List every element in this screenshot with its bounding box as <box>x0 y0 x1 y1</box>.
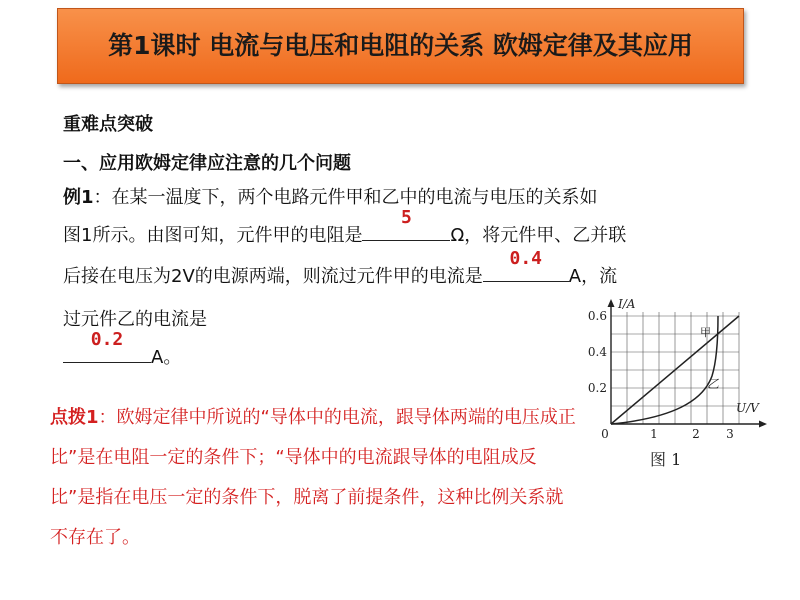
tip-label: 点拨1 <box>50 407 99 428</box>
y-tick-0.4: 0.4 <box>587 345 607 359</box>
x-axis-label: U/V <box>736 401 759 415</box>
example-label: 例1 <box>63 187 94 208</box>
title-banner <box>57 8 744 84</box>
label-jia: 甲 <box>700 326 711 339</box>
x-tick-2: 2 <box>692 427 700 441</box>
example-line-1: 例1：在某一温度下，两个电路元件甲和乙中的电流与电压的关系如 <box>63 187 598 208</box>
example-line-5: 0.2 A。 <box>63 338 563 378</box>
iu-graph <box>578 296 778 466</box>
page-title: 第1课时 电流与电压和电阻的关系 欧姆定律及其应用 <box>108 31 693 60</box>
y-tick-0.2: 0.2 <box>587 381 607 395</box>
answer-2: 0.4 <box>509 248 543 269</box>
y-axis-label: I/A <box>618 297 636 311</box>
section-heading-ohm-law-notes: 一、应用欧姆定律应注意的几个问题 <box>63 153 351 174</box>
x-axis-arrow <box>759 421 767 428</box>
example-line-4: 过元件乙的电流是 <box>63 309 207 330</box>
tip-text: ：欧姆定律中所说的“导体中的电流，跟导体两端的电压成正比”是在电阻一定的条件下；“导体中的电流跟导体的电阻成反比”是指在电压一定的条件下，脱离了前提条件，这种比例关系就不存在了。 <box>50 407 576 548</box>
answer-1: 5 <box>401 207 412 228</box>
x-tick-1: 1 <box>650 427 658 441</box>
y-tick-0.6: 0.6 <box>587 309 607 323</box>
answer-blank-1[interactable] <box>362 207 450 241</box>
answer-3: 0.2 <box>90 329 124 350</box>
y-axis-arrow <box>608 299 615 307</box>
label-yi: 乙 <box>707 377 720 391</box>
tip-paragraph <box>50 398 580 558</box>
figure-caption: 图 1 <box>650 450 682 469</box>
x-tick-3: 3 <box>726 427 734 441</box>
answer-blank-2[interactable] <box>483 248 569 282</box>
example-line-3: 后接在电压为2V的电源两端，则流过元件甲的电流是 0.4 A，流 <box>63 248 618 287</box>
example-line-2: 图1所示。由图可知，元件甲的电阻是 5 Ω，将元件甲、乙并联 <box>63 207 627 246</box>
x-tick-0: 0 <box>601 427 609 441</box>
section-heading-difficulties: 重难点突破 <box>63 114 153 135</box>
